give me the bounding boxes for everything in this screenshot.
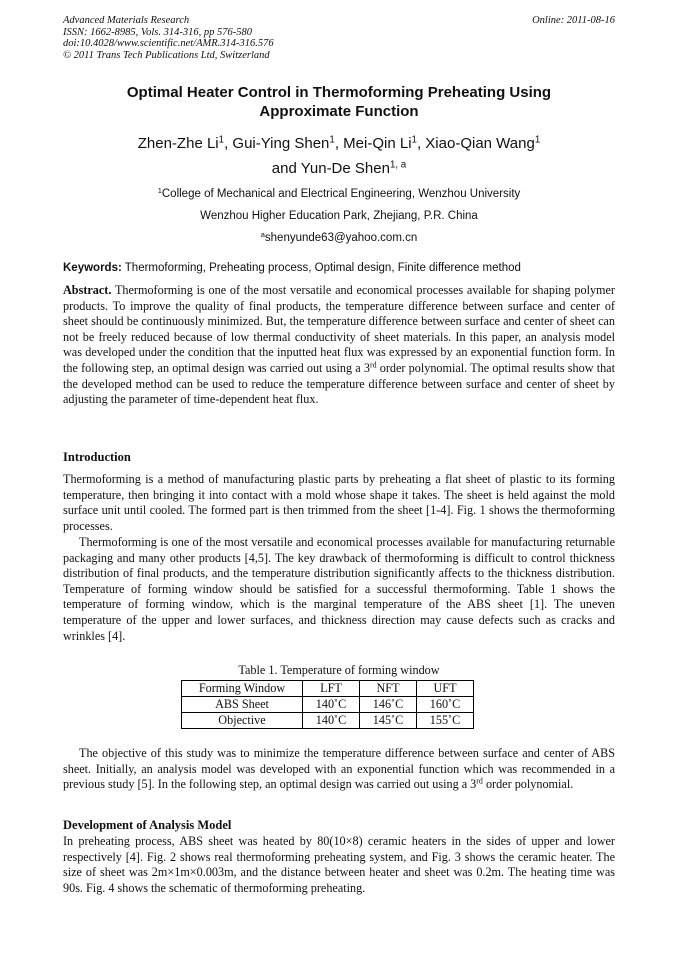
affiliation-block (63, 183, 615, 249)
affiliation-line-2: Wenzhou Higher Education Park, Zhejiang, P.R. China (200, 210, 478, 222)
table-row (182, 713, 474, 729)
table-cell: ABS Sheet (182, 697, 303, 713)
issn-line: ISSN: 1662-8985, Vols. 314-316, pp 576-580 (63, 26, 252, 38)
author-affil-mark: 1 (534, 134, 541, 146)
running-header (63, 15, 615, 61)
abstract-label: Abstract. (63, 283, 112, 297)
author-name: , Xiao-Qian Wang (416, 135, 535, 152)
affiliation-text: College of Mechanical and Electrical Engineering, Wenzhou University (161, 188, 521, 200)
table-cell: 140˚C (303, 697, 360, 713)
author-affil-mark: 1, a (389, 159, 407, 171)
author-affil-mark: 1 (329, 134, 335, 146)
title-line-1: Optimal Heater Control in Thermoforming Preheating Using (126, 84, 552, 101)
table-cell: Objective (182, 713, 303, 729)
paper-title (63, 83, 615, 121)
author-name: , Mei-Qin Li (334, 135, 412, 152)
paragraph-text: The objective of this study was to minimize the temperature difference between surface and center of ABS sheet. Initially, an analysis model was developed with an exponential function which was recommended in a previous study [5]. In the following step, an optimal design was carried out using a 3 (63, 746, 615, 792)
table-header-cell: LFT (303, 681, 360, 697)
author-affil-mark: 1 (218, 134, 225, 146)
table-cell: 145˚C (360, 713, 417, 729)
table-cell: 140˚C (303, 713, 360, 729)
copyright-line: © 2011 Trans Tech Publications Ltd, Switzerland (63, 49, 270, 61)
development-heading: Development of Analysis Model (63, 818, 232, 832)
table-header-cell: UFT (417, 681, 474, 697)
table-row (182, 697, 474, 713)
affil-mark: 1 (157, 185, 162, 195)
table-header-row (182, 681, 474, 697)
intro-paragraph-2: Thermoforming is one of the most versatile and economical processes available for manufacturing returnable packaging and many other products [4,5]. The key drawback of thermoforming is difficult to control thickness distribution of final products, and the temperature distribution significantly affects to the thickness distribution. Temperature of forming window should be satisfied for a successful thermoforming. Table 1 shows the temperature of forming window, which is the marginal temperature of the ABS sheet [1]. The uneven temperature of the upper and lower surfaces, and thickness direction may cause defects such as cracks and wrinkles [4]. (63, 535, 615, 643)
paragraph-text: order polynomial. (482, 777, 574, 792)
abstract-text: Thermoforming is one of the most versatile and economical processes available for shaping polymer products. To improve the quality of final products, the temperature difference between surface and center of sheet should be continuously minimized. But, the temperature difference between surface and center of sheet can not be freely reduced because of low thermal conductivity of sheet materials. In this paper, an analysis model was developed under the condition that the inputted heat flux was expressed by an exponential function form. In the following step, an optimal design was carried out using a 3 (63, 283, 615, 375)
online-date: Online: 2011-08-16 (532, 15, 615, 26)
abstract-text: order polynomial. The optimal results show that the developed method can be used to reduce the temperature difference between surface and center of sheet by adjusting the parameter of time-dependent heat flux. (63, 360, 615, 407)
abstract (63, 283, 615, 408)
title-line-2: Approximate Function (259, 103, 419, 120)
keywords-text: Thermoforming, Preheating process, Optimal design, Finite difference method (121, 262, 521, 274)
author-list (63, 131, 615, 181)
ordinal-suffix: rd (476, 776, 483, 786)
email-address: shenyunde63@yahoo.com.cn (264, 232, 418, 244)
author-name: and Yun-De Shen (271, 160, 390, 177)
objective-paragraph (63, 746, 615, 793)
affiliation-line-1 (63, 183, 615, 205)
intro-paragraph-1: Thermoforming is a method of manufacturing plastic parts by preheating a flat sheet of plastic to its forming temperature, then bringing it into contact with a mold whose shape it takes. The sheet is held against the mold surface unit until cooled. The formed part is then trimmed from the sheet [1-4]. Fig. 1 shows the thermoforming processes. (63, 472, 615, 533)
journal-name: Advanced Materials Research (63, 15, 190, 26)
author-name: , Gui-Ying Shen (224, 135, 330, 152)
email-line (63, 227, 615, 249)
forming-window-table (181, 680, 474, 729)
introduction-heading: Introduction (63, 450, 131, 464)
author-line-1 (63, 131, 615, 156)
table-cell: 160˚C (417, 697, 474, 713)
table-cell: 155˚C (417, 713, 474, 729)
author-affil-mark: 1 (411, 134, 417, 146)
table-header-cell: NFT (360, 681, 417, 697)
doi-line: doi:10.4028/www.scientific.net/AMR.314-316.576 (63, 38, 274, 49)
table-cell: 146˚C (360, 697, 417, 713)
email-mark: a (260, 229, 265, 239)
table-caption: Table 1. Temperature of forming window (238, 663, 440, 677)
table-header-cell: Forming Window (182, 681, 303, 697)
ordinal-suffix: rd (369, 360, 377, 370)
development-paragraph: In preheating process, ABS sheet was heated by 80(10×8) ceramic heaters in the sides of upper and lower respectively [4]. Fig. 2 shows real thermoforming preheating system, and Fig. 3 shows the ceramic heater. The size of sheet was 2m×1m×0.003m, and the distance between heater and sheet was 0.2m. The heating time was 90s. Fig. 4 shows the schematic of thermoforming preheating. (63, 834, 615, 895)
keywords (63, 261, 615, 276)
keywords-label: Keywords: (63, 262, 122, 274)
author-line-2 (63, 156, 615, 181)
author-name: Zhen-Zhe Li (137, 135, 219, 152)
